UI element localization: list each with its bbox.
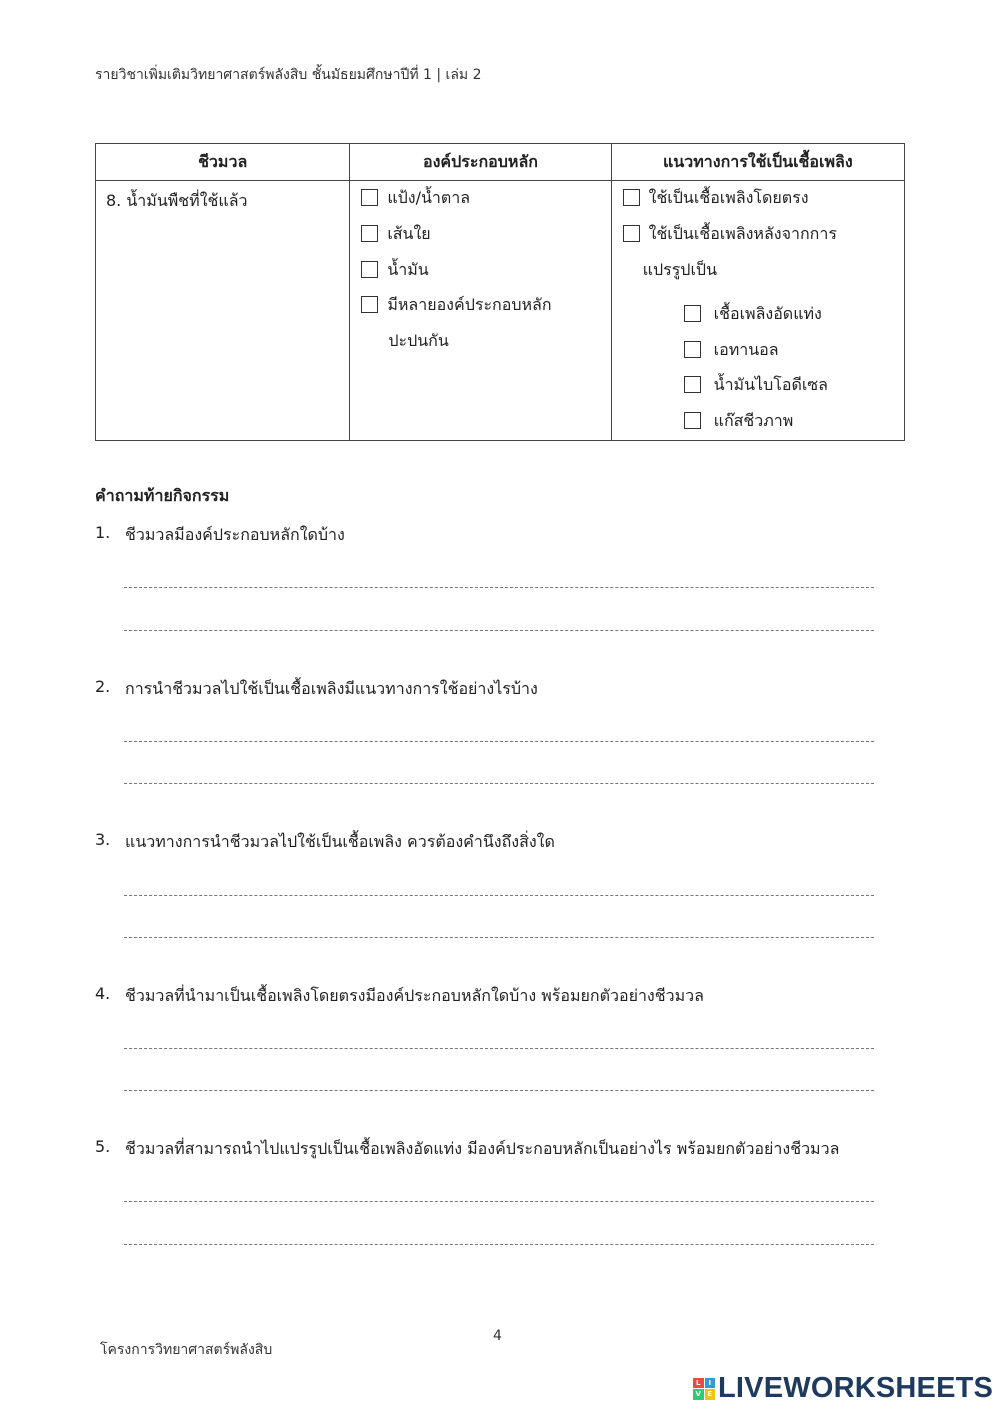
conversion-option[interactable]: เชื้อเพลิงอัดแท่ง <box>684 303 822 325</box>
question-2 <box>95 677 538 702</box>
biomass-name: 8. น้ำมันพืชที่ใช้แล้ว <box>106 191 248 210</box>
component-option[interactable]: เส้นใย <box>361 223 430 245</box>
page-number: 4 <box>493 1328 502 1344</box>
components-cell <box>350 181 611 441</box>
header-usage: แนวทางการใช้เป็นเชื้อเพลิง <box>611 144 904 181</box>
liveworksheets-brand[interactable] <box>693 1372 993 1405</box>
answer-line[interactable] <box>124 1201 874 1202</box>
component-option[interactable]: น้ำมัน <box>361 259 428 281</box>
usage-option[interactable]: ใช้เป็นเชื้อเพลิงหลังจากการ <box>623 223 837 245</box>
question-number: 4. <box>95 984 111 1003</box>
checkbox[interactable] <box>684 305 701 322</box>
checkbox[interactable] <box>623 189 640 206</box>
question-3 <box>95 830 555 855</box>
course-header: รายวิชาเพิ่มเติมวิทยาศาสตร์พลังสิบ ชั้นมัธยมศึกษาปีที่ 1 | เล่ม 2 <box>95 67 482 83</box>
checkbox[interactable] <box>684 341 701 358</box>
checkbox[interactable] <box>361 261 378 278</box>
liveworksheets-logo-icon: L I V E <box>693 1378 715 1400</box>
question-number: 2. <box>95 677 111 696</box>
question-text: การนำชีวมวลไปใช้เป็นเชื้อเพลิงมีแนวทางการใช้อย่างไรบ้าง <box>125 679 538 698</box>
question-text: ชีวมวลที่สามารถนำไปแปรรูปเป็นเชื้อเพลิงอัดแท่ง มีองค์ประกอบหลักเป็นอย่างไร พร้อมยกตัวอย่างชีวมวล <box>125 1139 840 1158</box>
component-continuation: ปะปนกัน <box>388 331 449 350</box>
conversion-option[interactable]: น้ำมันไบโอดีเซล <box>684 374 828 396</box>
question-1 <box>95 523 345 548</box>
answer-line[interactable] <box>124 937 874 938</box>
conversion-option[interactable]: เอทานอล <box>684 339 779 361</box>
answer-line[interactable] <box>124 783 874 784</box>
question-4 <box>95 984 704 1009</box>
answer-line[interactable] <box>124 1090 874 1091</box>
biomass-table <box>95 143 905 441</box>
table-header-row <box>96 144 905 181</box>
question-text: แนวทางการนำชีวมวลไปใช้เป็นเชื้อเพลิง ควรต้องคำนึงถึงสิ่งใด <box>125 832 555 851</box>
component-option[interactable]: มีหลายองค์ประกอบหลัก <box>361 294 551 316</box>
checkbox[interactable] <box>623 225 640 242</box>
header-components: องค์ประกอบหลัก <box>350 144 611 181</box>
question-5 <box>95 1137 839 1162</box>
table-row <box>96 181 905 441</box>
question-text: ชีวมวลมีองค์ประกอบหลักใดบ้าง <box>125 525 345 544</box>
biomass-cell <box>96 181 350 441</box>
brand-name: LIVEWORKSHEETS <box>718 1372 994 1404</box>
questions-title: คำถามท้ายกิจกรรม <box>95 486 230 505</box>
question-number: 3. <box>95 830 111 849</box>
question-text: ชีวมวลที่นำมาเป็นเชื้อเพลิงโดยตรงมีองค์ประกอบหลักใดบ้าง พร้อมยกตัวอย่างชีวมวล <box>125 986 704 1005</box>
usage-option[interactable]: ใช้เป็นเชื้อเพลิงโดยตรง <box>623 187 809 209</box>
project-footer: โครงการวิทยาศาสตร์พลังสิบ <box>100 1342 273 1358</box>
component-option[interactable]: แป้ง/น้ำตาล <box>361 187 470 209</box>
header-biomass: ชีวมวล <box>96 144 350 181</box>
question-number: 5. <box>95 1137 111 1156</box>
answer-line[interactable] <box>124 741 874 742</box>
answer-line[interactable] <box>124 1244 874 1245</box>
usage-continuation: แปรรูปเป็น <box>642 260 717 279</box>
answer-line[interactable] <box>124 630 874 631</box>
usage-cell <box>611 181 904 441</box>
checkbox[interactable] <box>684 412 701 429</box>
question-number: 1. <box>95 523 111 542</box>
checkbox[interactable] <box>684 376 701 393</box>
checkbox[interactable] <box>361 225 378 242</box>
answer-line[interactable] <box>124 895 874 896</box>
checkbox[interactable] <box>361 189 378 206</box>
answer-line[interactable] <box>124 1048 874 1049</box>
conversion-option[interactable]: แก๊สชีวภาพ <box>684 410 794 432</box>
answer-line[interactable] <box>124 587 874 588</box>
checkbox[interactable] <box>361 296 378 313</box>
